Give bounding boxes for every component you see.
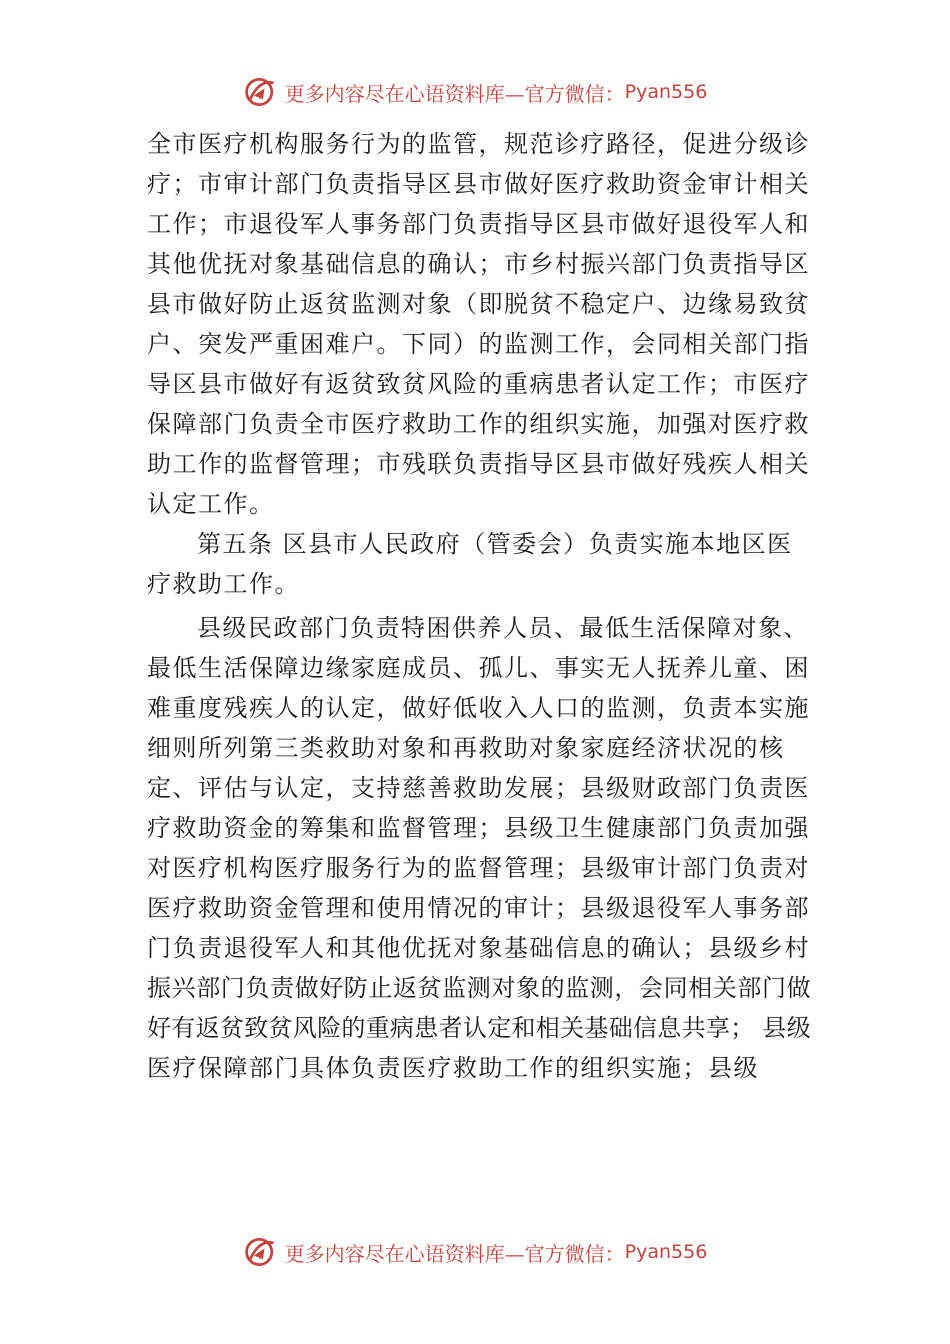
body-line: 县市做好防止返贫监测对象（即脱贫不稳定户、边缘易致贫 (147, 290, 810, 318)
body-line: 保障部门负责全市医疗救助工作的组织实施，加强对医疗救 (147, 410, 810, 438)
header-wechat-id: Pyan556 (624, 81, 708, 103)
brand-logo-icon (243, 74, 279, 110)
body-line: 细则所列第三类救助对象和再救助对象家庭经济状况的核 (147, 734, 785, 762)
body-line: 最低生活保障边缘家庭成员、孤儿、事实无人抚养儿童、困 (147, 654, 810, 682)
body-line: 医疗救助资金管理和使用情况的审计；县级退役军人事务部 (147, 894, 810, 922)
article-heading-line: 第五条 区县市人民政府（管委会）负责实施本地区医 (197, 530, 793, 558)
body-line: 难重度残疾人的认定，做好低收入人口的监测，负责本实施 (147, 694, 810, 722)
brand-logo-icon (243, 1234, 279, 1270)
footer-banner (0, 1232, 950, 1272)
footer-wechat-label: —官方微信： (504, 1241, 625, 1266)
body-line: 导区县市做好有返贫致贫风险的重病患者认定工作；市医疗 (147, 370, 810, 398)
body-line: 振兴部门负责做好防止返贫监测对象的监测，会同相关部门做 (147, 974, 812, 1002)
body-line: 认定工作。 (147, 490, 275, 518)
header-site-name: 更多内容尽在心语资料库 (284, 81, 505, 106)
body-line: 助工作的监督管理；市残联负责指导区县市做好残疾人相关 (147, 450, 810, 478)
footer-wechat-id: Pyan556 (624, 1241, 708, 1263)
header-wechat-label: —官方微信： (504, 81, 625, 106)
body-line: 医疗保障部门具体负责医疗救助工作的组织实施；县级 (147, 1054, 759, 1082)
body-line: 好有返贫致贫风险的重病患者认定和相关基础信息共享； 县级 (147, 1014, 812, 1042)
body-line: 工作；市退役军人事务部门负责指导区县市做好退役军人和 (147, 210, 810, 238)
body-line: 其他优抚对象基础信息的确认；市乡村振兴部门负责指导区 (147, 250, 810, 278)
header-banner (0, 72, 950, 112)
body-line: 门负责退役军人和其他优抚对象基础信息的确认；县级乡村 (147, 934, 810, 962)
body-line: 疗；市审计部门负责指导区县市做好医疗救助资金审计相关 (147, 170, 810, 198)
body-line: 定、评估与认定，支持慈善救助发展；县级财政部门负责医 (147, 774, 810, 802)
body-line: 全市医疗机构服务行为的监管，规范诊疗路径，促进分级诊 (147, 130, 810, 158)
body-line: 县级民政部门负责特困供养人员、最低生活保障对象、 (197, 614, 809, 642)
footer-site-name: 更多内容尽在心语资料库 (284, 1241, 505, 1266)
body-line: 疗救助资金的筹集和监督管理；县级卫生健康部门负责加强 (147, 814, 810, 842)
body-line: 对医疗机构医疗服务行为的监督管理；县级审计部门负责对 (147, 854, 810, 882)
body-line: 疗救助工作。 (147, 570, 300, 598)
body-line: 户、突发严重困难户。下同）的监测工作，会同相关部门指 (147, 330, 810, 358)
